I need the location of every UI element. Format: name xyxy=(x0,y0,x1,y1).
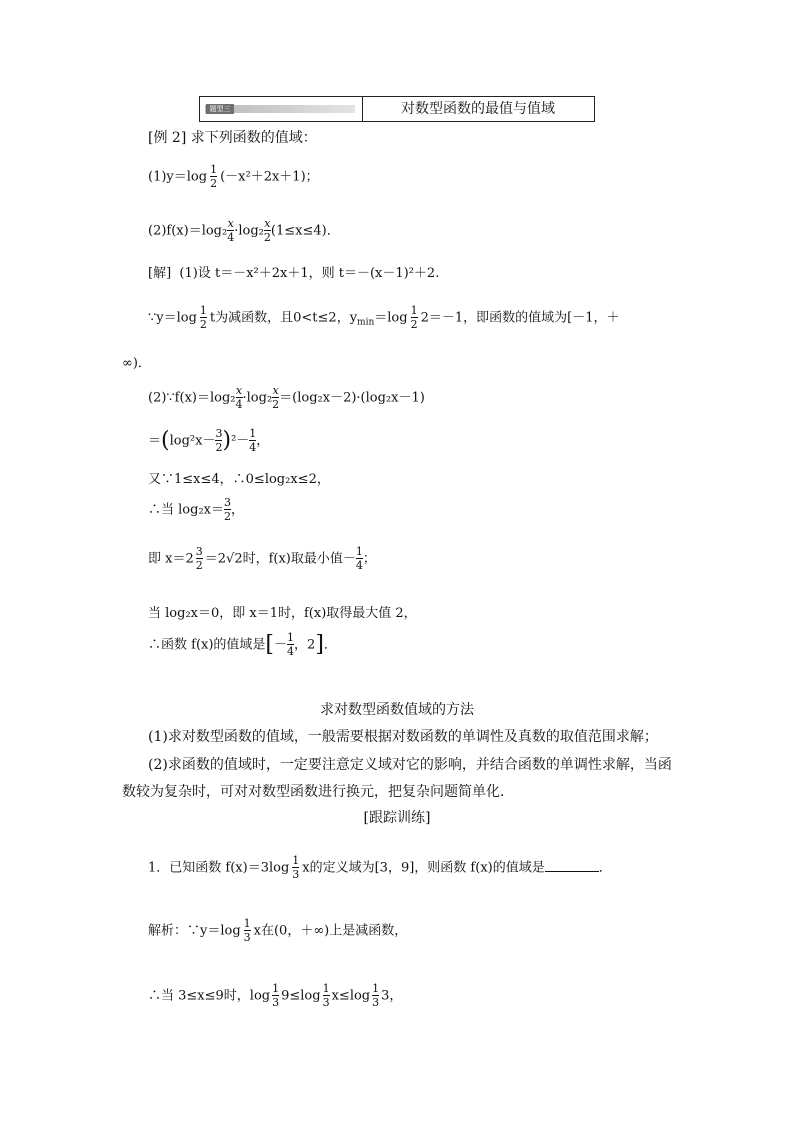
method-point-2-cont: 数较为复杂时，可对对数型函数进行换元，把复杂问题简单化． xyxy=(122,784,514,800)
sqrt-two: √2 xyxy=(226,551,243,567)
solution-line-5: 又∵1≤x≤4，∴0≤log₂x≤2， xyxy=(148,472,330,487)
solution-line-2-cont: ∞)． xyxy=(122,356,151,371)
practice-question-1: 1．已知函数 f(x)＝3log $\frac{1}{3}$ x的定义域为[3，9]，则函数 f(x)的值域是 ． xyxy=(148,854,612,881)
solution-line-4: ＝(log²x－ $\frac{3}{2}$ )²－ $\frac{1}{4}$ ， xyxy=(148,427,270,454)
question-2: (2)f(x)＝log₂ $\frac{x}{4}$ ·log₂ $\frac{x}{2}$ (1≤x≤4)． xyxy=(148,217,340,244)
method-title: 求对数型函数值域的方法 xyxy=(320,702,474,718)
question-1: (1)y＝log $\frac{1}{2}$ (－x²＋2x＋1)； xyxy=(148,163,319,190)
section-header xyxy=(199,96,595,122)
example-heading xyxy=(148,127,317,147)
practice-answer-1: 解析：∵y＝log $\frac{1}{3}$ x在(0，＋∞)上是减函数， xyxy=(148,917,408,944)
solution-line-7: 即 x＝2 $\frac{3}{2}$ ＝2√2时，f(x)取最小值－ $\frac{1}{4}$ ； xyxy=(148,545,376,572)
example-prompt: 求下列函数的值域： xyxy=(190,130,317,146)
solution-line-8: 当 log₂x＝0，即 x＝1时，f(x)取得最大值 2， xyxy=(148,606,417,621)
solution-line-1: [解] (1)设 t＝－x²＋2x＋1，则 t＝－(x－1)²＋2. xyxy=(148,266,440,281)
solution-line-9: ∴函数 f(x)的值域是[－ $\frac{1}{4}$ ，2]． xyxy=(148,631,337,658)
header-tag: 题型三 xyxy=(206,104,234,114)
practice-title: [跟踪训练] xyxy=(363,810,431,826)
header-title: 对数型函数的最值与值域 xyxy=(401,101,555,117)
method-point-1: (1)求对数型函数的值域，一般需要根据对数函数的单调性及真数的取值范围求解； xyxy=(148,729,658,745)
fraction-half: $\frac{1}{2}$ xyxy=(210,163,218,190)
practice-answer-2: ∴当 3≤x≤9时，log $\frac{1}{3}$ 9≤log $\frac{1}{3}$ x≤log $\frac{1}{3}$ 3， xyxy=(148,982,403,1009)
header-banner xyxy=(200,97,363,121)
fraction-x4: $\frac{x}{4}$ xyxy=(227,217,235,244)
solution-label: [解] xyxy=(148,266,172,281)
solution-line-2: ∵y＝log $\frac{1}{2}$ t为减函数，且0<t≤2，$y_{min}=\log$ $\frac{1}{2}$ 2＝－1，即函数的值域为[－1，＋ xyxy=(148,304,620,331)
solution-line-3: (2)∵f(x)＝log₂ $\frac{x}{4}$ ·log₂ $\frac{x}{2}$ ＝(log₂x－2)·(log₂x－1) xyxy=(148,384,425,411)
fraction-x2: $\frac{x}{2}$ xyxy=(263,217,271,244)
solution-line-6: ∴当 log₂x＝ $\frac{3}{2}$ ， xyxy=(148,496,244,523)
method-point-2: (2)求函数的值域时，一定要注意定义域对它的影响，并结合函数的单调性求解，当函 xyxy=(148,757,672,773)
answer-blank[interactable] xyxy=(545,859,599,872)
example-label: [例 2] xyxy=(148,130,187,146)
